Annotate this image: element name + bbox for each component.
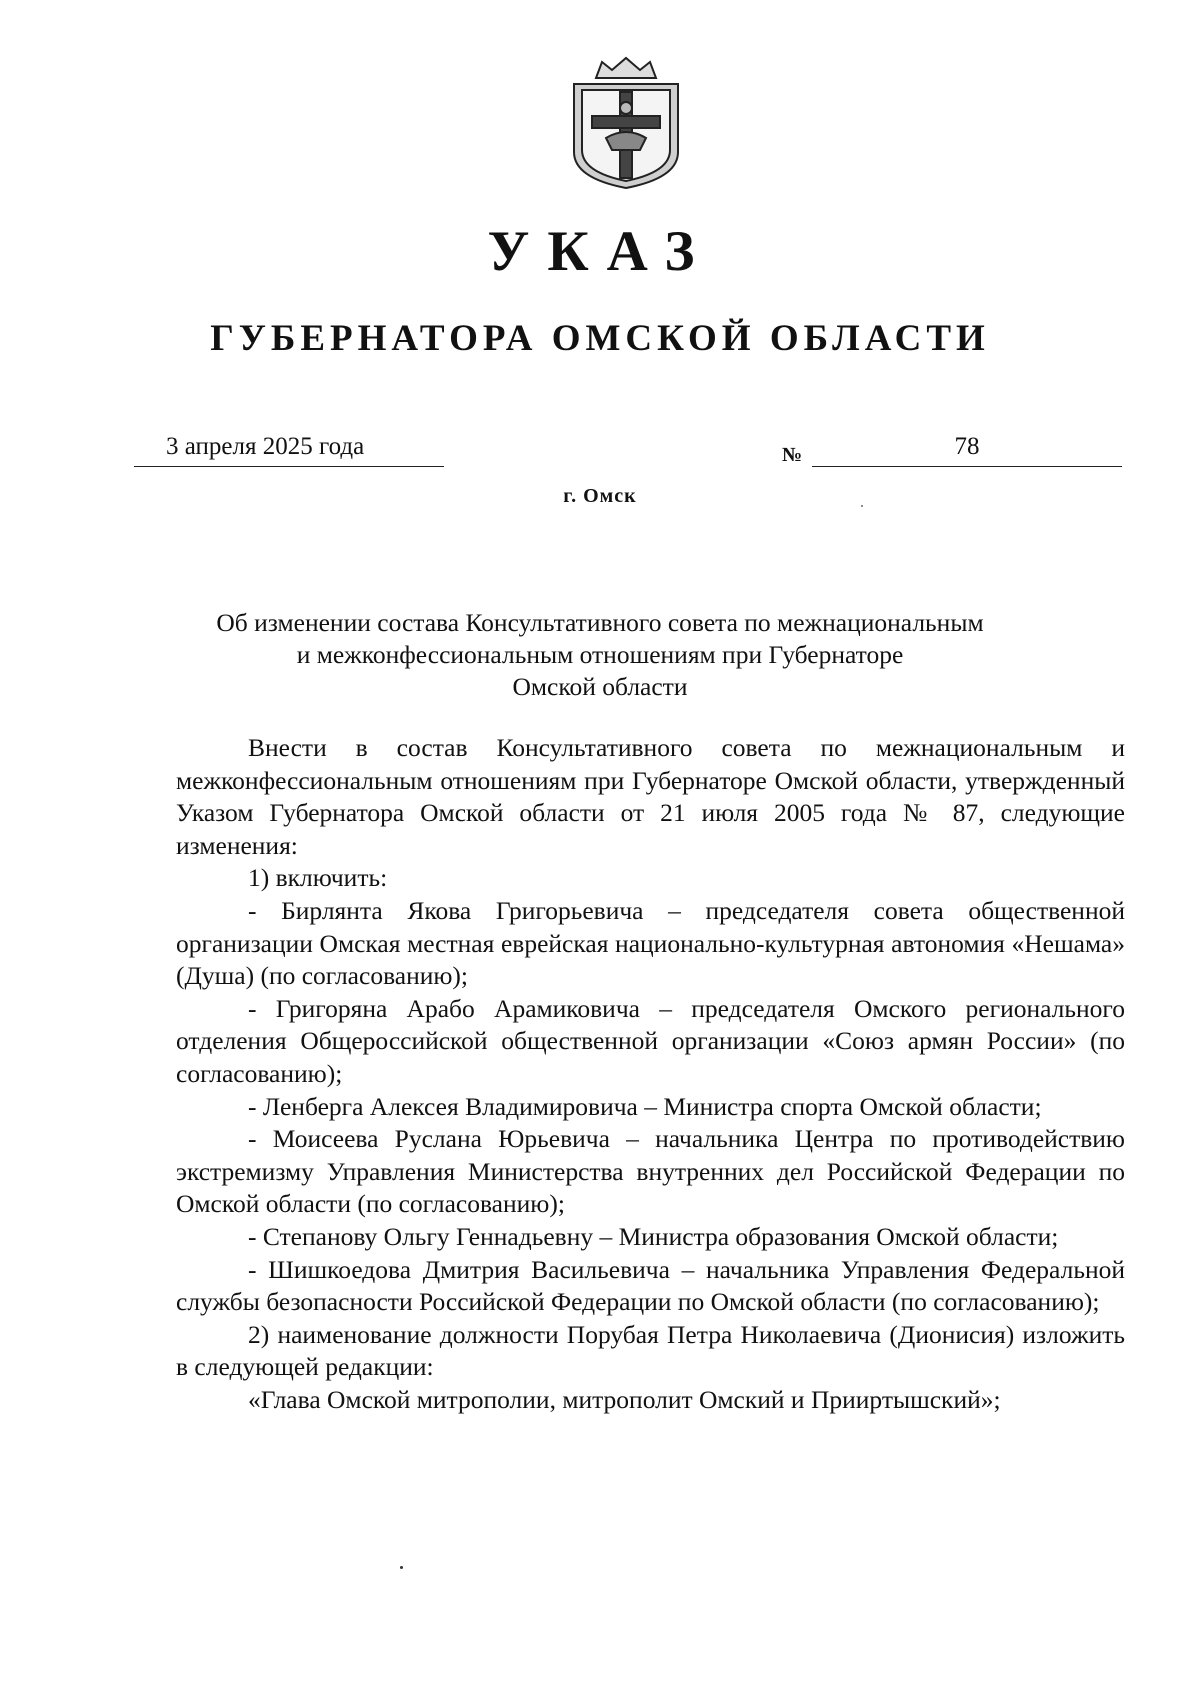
member-entry: - Степанову Ольгу Геннадьевну – Министра образования Омской области; [248, 1221, 1059, 1251]
document-type-heading: УКАЗ [487, 220, 713, 283]
subject-title-line: Об изменении состава Консультативного совета по межнациональным [216, 608, 984, 637]
member-entry: - Григоряна Арабо Арамиковича – председателя Омского регионального отделения Общероссийской общественной организации «Союз армян России» (по согласованию); [176, 993, 1125, 1088]
decree-body [176, 732, 1125, 1416]
intro-paragraph: Внести в состав Консультативного совета по межнациональным и межконфессиональным отношениям при Губернаторе Омской области, утвержденный Указом Губернатора Омской области от 21 июля 2005 года № 87, следующие изменения: [176, 733, 1125, 860]
subject-title-line: Омской области [512, 672, 688, 701]
item-2-paragraph: 2) наименование должности Порубая Петра Николаевича (Дионисия) изложить в следующей редакции: [176, 1319, 1125, 1382]
member-entry: - Бирлянта Якова Григорьевича – председателя совета общественной организации Омская местная еврейская национально-культурная автономия «Нешама» (Душа) (по согласованию); [176, 895, 1125, 991]
scan-speck [400, 1566, 403, 1569]
issuer-heading: ГУБЕРНАТОРА ОМСКОЙ ОБЛАСТИ [210, 318, 990, 359]
member-entry: - Шишкоедова Дмитрия Васильевича – начальника Управления Федеральной службы безопасности Российской Федерации по Омской области (по согласованию); [176, 1254, 1125, 1317]
document-date: 3 апреля 2025 года [166, 433, 365, 460]
scan-speck [861, 505, 863, 507]
document-subject-title [200, 607, 1000, 703]
document-number: 78 [954, 433, 980, 460]
number-underline [812, 466, 1122, 467]
city-label: г. Омск [563, 485, 637, 507]
member-entry: - Моисеева Руслана Юрьевича – начальника Центра по противодействию экстремизму Управления Министерства внутренних дел Российской Федерации по Омской области (по согласованию); [176, 1124, 1125, 1219]
subject-title-line: и межконфессиональным отношениям при Губернаторе [296, 640, 904, 669]
item-2-quote: «Глава Омской митрополии, митрополит Омский и Прииртышский»; [248, 1384, 1001, 1414]
date-underline [134, 466, 444, 467]
item-1-label: 1) включить: [248, 863, 388, 893]
number-sign: № [782, 444, 803, 466]
member-entry: - Ленберга Алексея Владимировича – Министра спорта Омской области; [248, 1091, 1042, 1121]
coat-of-arms-emblem [566, 56, 686, 191]
